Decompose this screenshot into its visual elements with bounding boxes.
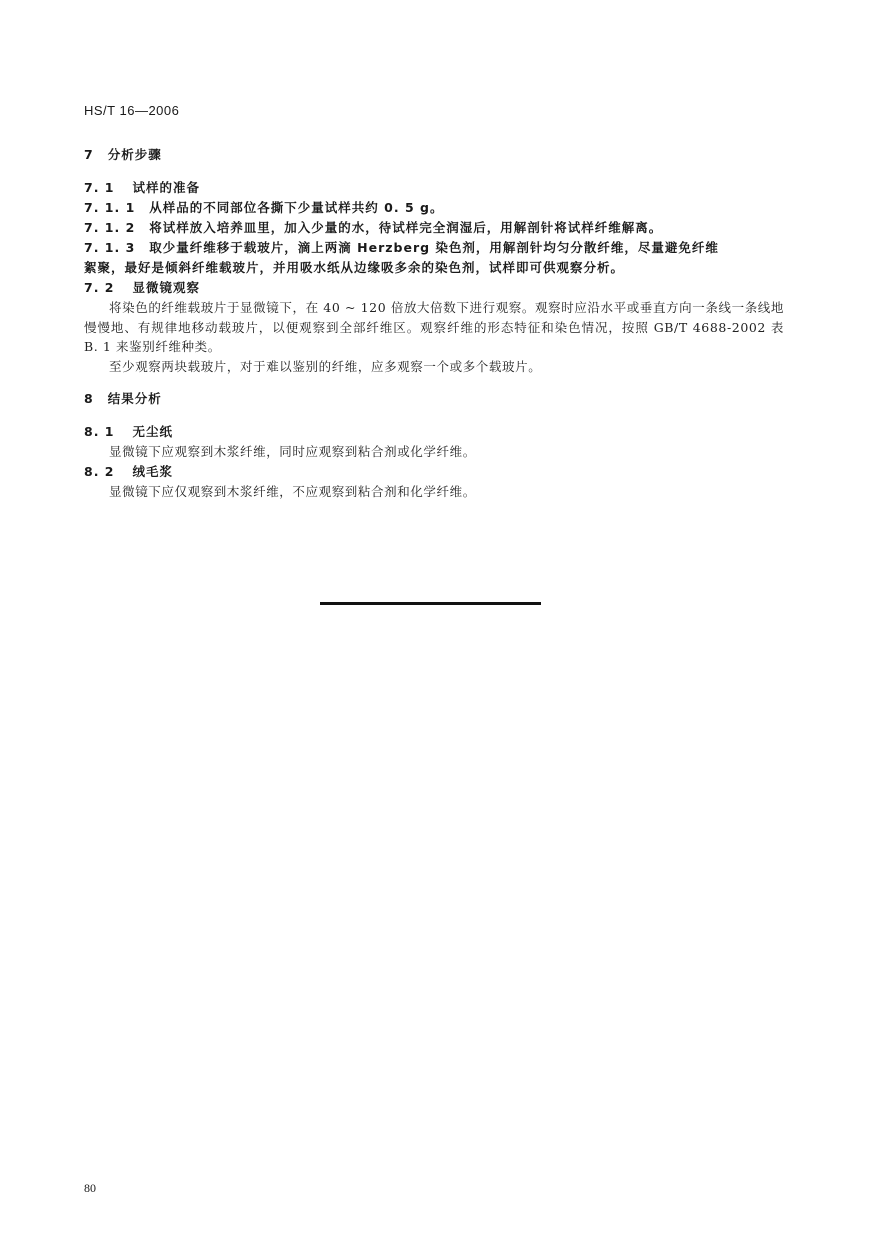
section-7-2-heading — [84, 278, 784, 298]
section-7-1-3 — [84, 238, 784, 258]
paragraph-microscope-observation: 将染色的纤维载玻片于显微镜下，在 40 ~ 120 倍放大倍数下进行观察。观察时应沿水平或垂直方向一条线一条线地慢慢地、有规律地移动载玻片，以便观察到全部纤维区。观察纤维的形态特征和染色情况，按照 GB/T 4688-2002 表 B. 1 来鉴别纤维种类。 — [84, 300, 784, 354]
section-title: 显微镜观察 — [132, 280, 201, 295]
section-title: 结果分析 — [107, 391, 162, 406]
section-number: 8. 2 — [84, 463, 115, 479]
paragraph-observe-slides: 至少观察两块载玻片，对于难以鉴别的纤维，应多观察一个或多个载玻片。 — [109, 358, 542, 374]
section-text-line1: 取少量纤维移于载玻片，滴上两滴 Herzberg 染色剂，用解剖针均匀分散纤维，尽量避免纤维 — [149, 240, 719, 255]
section-8-heading — [84, 389, 784, 409]
section-7-1-1 — [84, 198, 784, 218]
section-title: 试样的准备 — [132, 180, 201, 195]
section-title: 分析步骤 — [107, 147, 162, 162]
paragraph-dust-free-paper: 显微镜下应观察到木浆纤维，同时应观察到粘合剂或化学纤维。 — [109, 444, 476, 459]
section-7-1-3-continued — [84, 258, 784, 278]
page-number: 80 — [84, 1181, 96, 1195]
end-rule — [320, 602, 541, 605]
document-body — [84, 145, 784, 501]
section-number: 7. 1. 3 — [84, 240, 136, 255]
section-number: 7. 1 — [84, 180, 115, 195]
section-text-line2: 絮聚，最好是倾斜纤维载玻片，并用吸水纸从边缘吸多余的染色剂，试样即可供观察分析。 — [84, 260, 625, 275]
section-number: 7. 2 — [84, 280, 115, 295]
section-title: 绒毛浆 — [132, 463, 174, 479]
section-number: 7 — [84, 147, 94, 162]
section-7-heading — [84, 145, 784, 165]
section-7-1-2 — [84, 218, 784, 238]
section-8-1-heading — [84, 422, 784, 442]
section-title: 无尘纸 — [132, 424, 174, 439]
standard-code: HS/T 16—2006 — [84, 103, 180, 118]
section-number: 7. 1. 1 — [84, 200, 136, 215]
section-number: 7. 1. 2 — [84, 220, 136, 235]
section-number: 8 — [84, 391, 94, 406]
section-text: 从样品的不同部位各撕下少量试样共约 0. 5 g。 — [149, 200, 444, 215]
section-text: 将试样放入培养皿里，加入少量的水，待试样完全润湿后，用解剖针将试样纤维解离。 — [149, 220, 663, 235]
section-8-2-heading — [84, 462, 784, 482]
section-7-1-heading — [84, 178, 784, 198]
paragraph-fluff-pulp: 显微镜下应仅观察到木浆纤维，不应观察到粘合剂和化学纤维。 — [109, 483, 476, 499]
section-number: 8. 1 — [84, 424, 115, 439]
